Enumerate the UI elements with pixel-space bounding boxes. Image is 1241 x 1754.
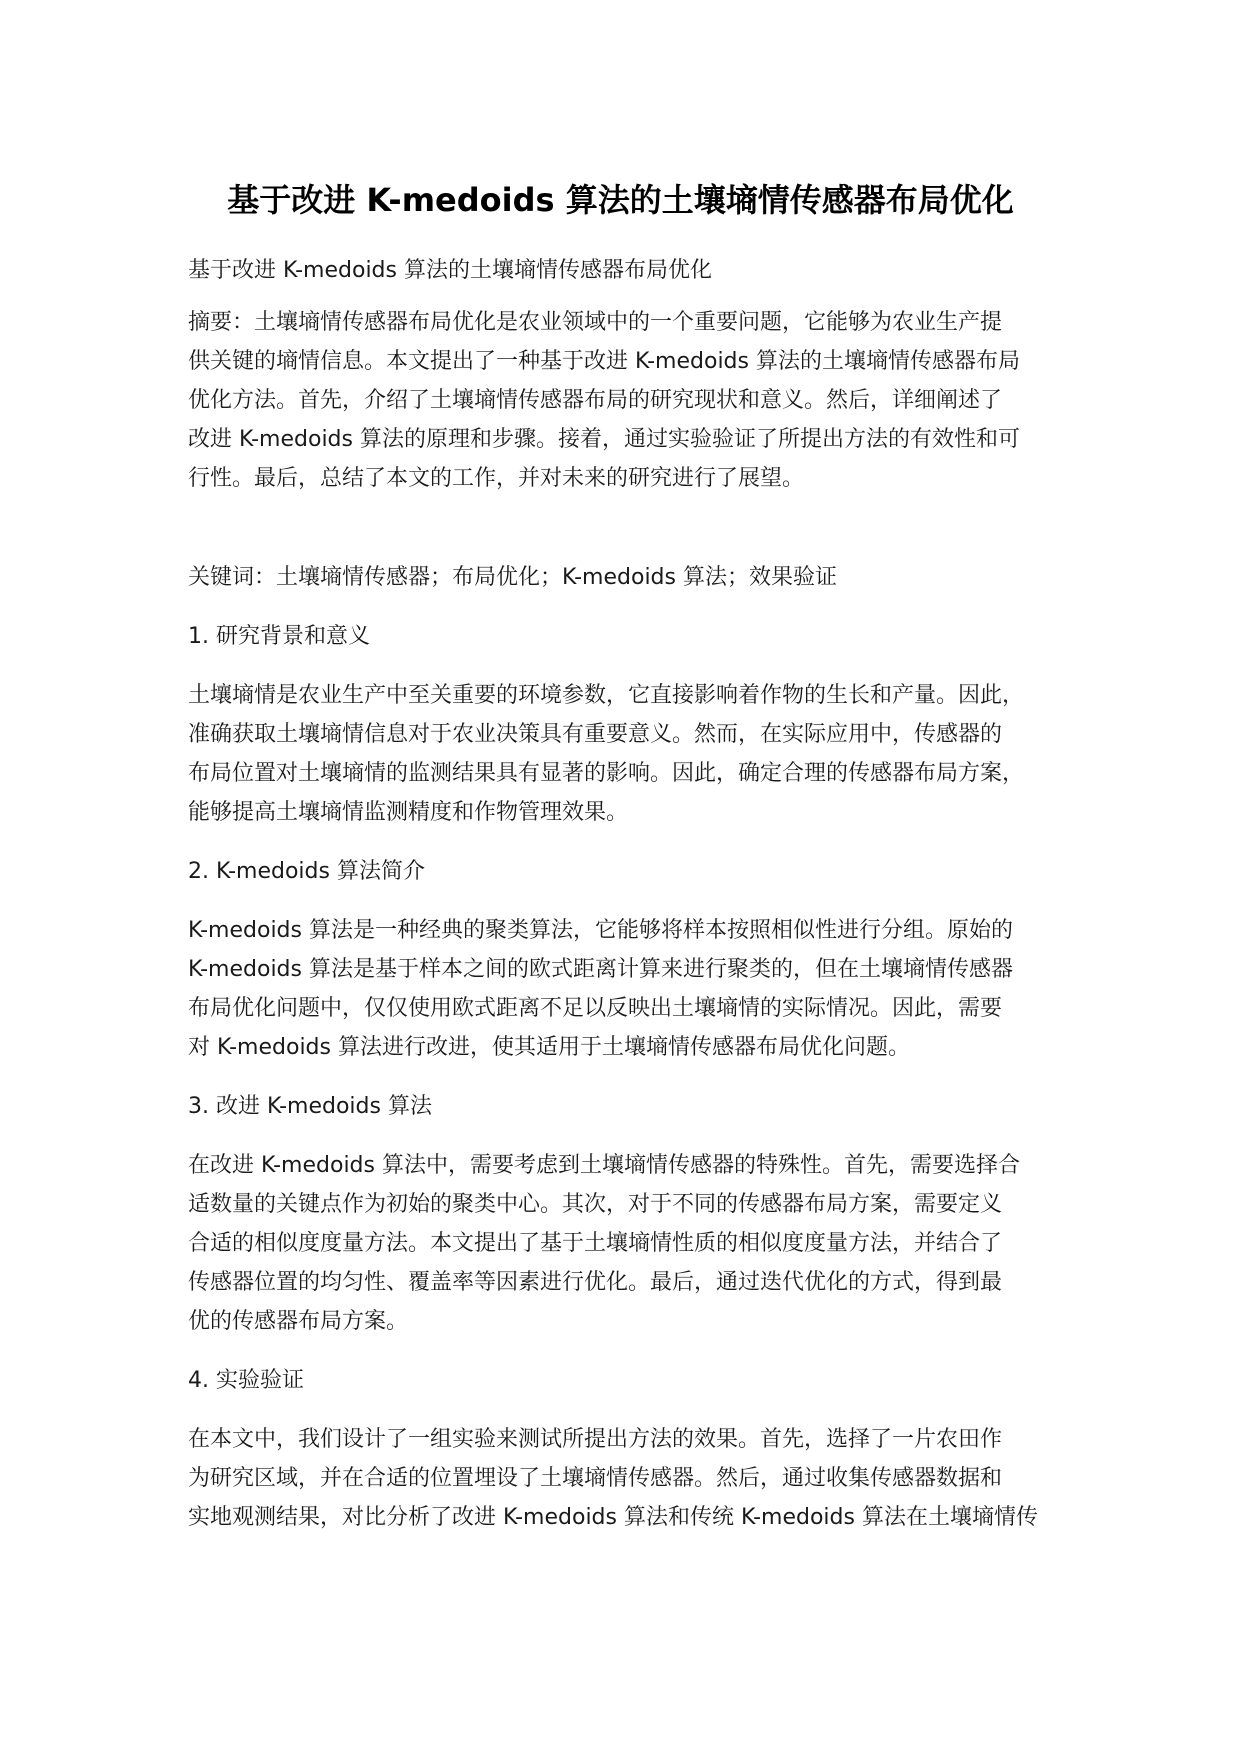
paragraph-line: K-medoids 算法是一种经典的聚类算法，它能够将样本按照相似性进行分组。原始的	[188, 918, 1013, 943]
abstract-line: 摘要：土壤墒情传感器布局优化是农业领域中的一个重要问题，它能够为农业生产提	[188, 310, 1003, 335]
section-3-heading: 3. 改进 K-medoids 算法	[188, 1094, 432, 1119]
section-heading	[188, 1087, 1083, 1126]
abstract-line: 行性。最后，总结了本文的工作，并对未来的研究进行了展望。	[188, 466, 805, 491]
paragraph-line: 优的传感器布局方案。	[188, 1309, 409, 1334]
paragraph-line: 合适的相似度度量方法。本文提出了基于土壤墒情性质的相似度度量方法，并结合了	[188, 1231, 1003, 1256]
section-heading	[188, 852, 1083, 891]
paragraph-line: 为研究区域，并在合适的位置埋设了土壤墒情传感器。然后，通过收集传感器数据和	[188, 1466, 1003, 1491]
paragraph-line: 准确获取土壤墒情信息对于农业决策具有重要意义。然而，在实际应用中，传感器的	[188, 722, 1003, 747]
document-subtitle	[188, 251, 1083, 290]
paragraph-line: 实地观测结果，对比分析了改进 K-medoids 算法和传统 K-medoids 算法在土壤墒情传	[188, 1505, 1038, 1530]
paragraph-line: 对 K-medoids 算法进行改进，使其适用于土壤墒情传感器布局优化问题。	[188, 1035, 910, 1060]
paragraph-line: 适数量的关键点作为初始的聚类中心。其次，对于不同的传感器布局方案，需要定义	[188, 1192, 1003, 1217]
section-4-heading: 4. 实验验证	[188, 1368, 304, 1393]
paragraph-line: 在本文中，我们设计了一组实验来测试所提出方法的效果。首先，选择了一片农田作	[188, 1427, 1003, 1452]
section-1-paragraph	[188, 676, 1083, 832]
section-heading	[188, 1361, 1083, 1400]
abstract-line: 改进 K-medoids 算法的原理和步骤。接着，通过实验验证了所提出方法的有效性和可	[188, 427, 1020, 452]
paragraph-line: 在改进 K-medoids 算法中，需要考虑到土壤墒情传感器的特殊性。首先，需要选择合	[188, 1153, 1020, 1178]
abstract-paragraph	[188, 303, 1083, 498]
abstract-line: 供关键的墒情信息。本文提出了一种基于改进 K-medoids 算法的土壤墒情传感器布局	[188, 349, 1020, 374]
paragraph-line: 土壤墒情是农业生产中至关重要的环境参数，它直接影响着作物的生长和产量。因此，	[188, 683, 1025, 708]
paragraph-line: K-medoids 算法是基于样本之间的欧式距离计算来进行聚类的，但在土壤墒情传感器	[188, 957, 1013, 982]
keywords-line: 关键词：土壤墒情传感器；布局优化；K-medoids 算法；效果验证	[188, 565, 837, 590]
section-1-heading: 1. 研究背景和意义	[188, 624, 370, 649]
paragraph-line: 能够提高土壤墒情监测精度和作物管理效果。	[188, 800, 629, 825]
keywords-paragraph	[188, 558, 1083, 597]
section-2-paragraph	[188, 911, 1083, 1067]
section-heading	[188, 617, 1083, 656]
paragraph-line: 布局优化问题中，仅仅使用欧式距离不足以反映出土壤墒情的实际情况。因此，需要	[188, 996, 1003, 1021]
subtitle-line: 基于改进 K-medoids 算法的土壤墒情传感器布局优化	[188, 258, 712, 283]
section-4-paragraph	[188, 1420, 1083, 1537]
abstract-line: 优化方法。首先，介绍了土壤墒情传感器布局的研究现状和意义。然后，详细阐述了	[188, 388, 1003, 413]
paragraph-line: 布局位置对土壤墒情的监测结果具有显著的影响。因此，确定合理的传感器布局方案，	[188, 761, 1025, 786]
document-title: 基于改进 K-medoids 算法的土壤墒情传感器布局优化	[227, 181, 1014, 219]
paragraph-line: 传感器位置的均匀性、覆盖率等因素进行优化。最后，通过迭代优化的方式，得到最	[188, 1270, 1003, 1295]
section-3-paragraph	[188, 1146, 1083, 1341]
section-2-heading: 2. K-medoids 算法简介	[188, 859, 425, 884]
